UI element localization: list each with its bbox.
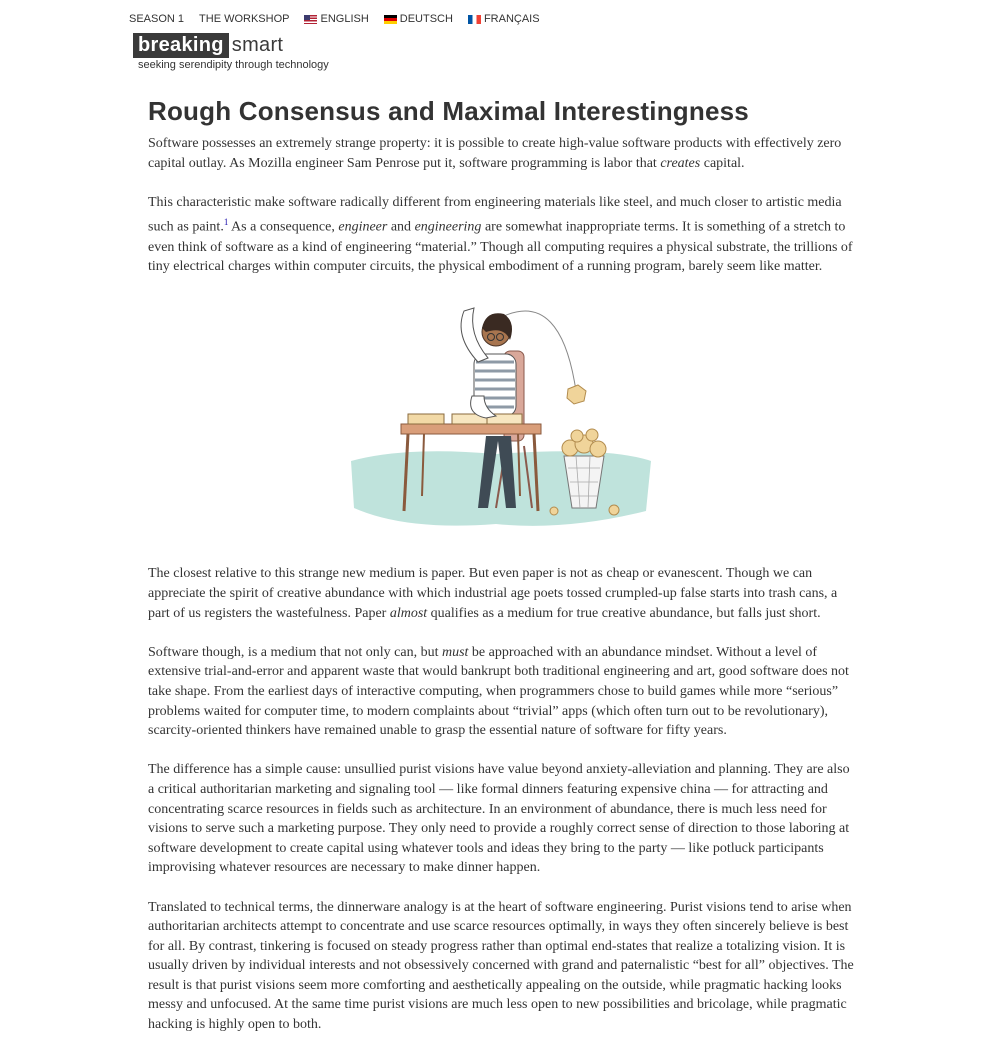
top-nav bbox=[129, 13, 540, 25]
nav-season-1[interactable]: SEASON 1 bbox=[129, 13, 185, 25]
emphasis: engineering bbox=[414, 220, 482, 236]
paragraph-2 bbox=[148, 193, 854, 277]
emphasis: almost bbox=[389, 605, 428, 621]
flag-de-icon bbox=[384, 15, 397, 24]
logo-breaking: breaking bbox=[133, 33, 229, 58]
article-title: Rough Consensus and Maximal Interestingness bbox=[148, 96, 749, 126]
flag-us-icon bbox=[304, 15, 317, 24]
nav-language-deutsch-label: DEUTSCH bbox=[399, 13, 453, 25]
footnote-link-1[interactable]: 1 bbox=[223, 217, 229, 228]
woman-at-desk-illustration bbox=[346, 296, 656, 538]
logo-smart: smart bbox=[231, 34, 284, 56]
emphasis: creates bbox=[660, 155, 701, 171]
emphasis: engineer bbox=[338, 220, 388, 236]
paragraph-3 bbox=[148, 564, 854, 623]
nav-language-deutsch[interactable] bbox=[384, 13, 453, 25]
text-run: are somewhat inappropriate terms. It is something of a stretch to even think of software as a kind of engineering “material.” Though all computing requires a physical substrate, the trillions of tiny electrical charges within computer circuits, the physical embodiment of a running program, barely seem like matter. bbox=[148, 220, 853, 275]
flag-fr-icon bbox=[468, 15, 481, 24]
emphasis: must bbox=[441, 644, 469, 660]
text-run: and bbox=[387, 220, 415, 236]
text-run: be approached with an abundance mindset. Without a level of extensive trial-and-error and apparent waste that would bankrupt both traditional engineering and art, good software does not take shape. From the earliest days of interactive computing, when programmers chose to build games while more “serious” problems waited for computer time, to modern complaints about “trivial” apps (which often turn out to be revolutionary), scarcity-oriented thinkers have remained unable to grasp the essential nature of software for fifty years. bbox=[148, 644, 849, 739]
text-run: capital. bbox=[700, 155, 745, 171]
site-tagline: seeking serendipity through technology bbox=[138, 59, 329, 71]
paragraph-1 bbox=[148, 134, 854, 173]
book-stack bbox=[408, 414, 444, 424]
text-run: As a consequence, bbox=[228, 220, 339, 236]
nav-language-english[interactable] bbox=[304, 13, 368, 25]
paragraph-4 bbox=[148, 643, 854, 741]
article bbox=[148, 94, 854, 1054]
flying-paper-ball bbox=[567, 385, 586, 404]
article-illustration bbox=[148, 296, 854, 538]
text-run: The closest relative to this strange new medium is paper. But even paper is not as cheap or evanescent. Though we can appreciate the spirit of creative abundance with which industrial age poets tossed crumpled-up false starts into trash cans, a part of us registers the wastefulness. Paper bbox=[148, 566, 838, 621]
desk-top bbox=[401, 424, 541, 434]
nav-the-workshop[interactable]: THE WORKSHOP bbox=[199, 13, 290, 25]
text-run: Software possesses an extremely strange property: it is possible to create high-value software products with effectively zero capital outlay. As Mozilla engineer Sam Penrose put it, software programming is labor that bbox=[148, 136, 842, 171]
text-run: Software though, is a medium that not only can, but bbox=[148, 644, 442, 660]
paragraph-5: The difference has a simple cause: unsullied purist visions have value beyond anxiety-alleviation and planning. They are also a critical authoritarian marketing and signaling tool — like formal dinners featuring expensive china — for attracting and concentrating scarce resources in fields such as architecture. In an environment of abundance, there is much less need for visions to serve such a marketing purpose. They only need to provide a roughly correct sense of direction to those laboring at software development to create capital using whatever tools and ideas they bring to the party — like potluck participants improvising whatever resources are necessary to make dinner happen. bbox=[148, 762, 850, 876]
text-run: This characteristic make software radically different from engineering materials like steel, and much closer to artistic media such as paint. bbox=[148, 194, 842, 236]
paragraph-6: Translated to technical terms, the dinnerware analogy is at the heart of software engineering. Purist visions tend to arise when authoritarian architects attempt to concentrate and use scarce resources optimally, in ways they often sincerely believe is best for all. By contrast, tinkering is focused on steady progress rather than optimal end-states that realize a totalizing vision. It is usually driven by individual interests and not obsessively concerned with grand and paternalistic “best for all” objectives. The result is that purist visions seem more comforting and aesthetically appealing on the outside, while pragmatic hacking looks messy and unfocused. At the same time purist visions are much less open to new possibilities and bricolage, while pragmatic hacking is highly open to both. bbox=[148, 899, 854, 1033]
nav-language-english-label: ENGLISH bbox=[320, 13, 369, 25]
text-run: qualifies as a medium for true creative abundance, but falls just short. bbox=[427, 605, 821, 621]
site-logo[interactable] bbox=[133, 33, 283, 58]
nav-language-francais-label: FRANÇAIS bbox=[483, 13, 540, 25]
nav-language-francais[interactable] bbox=[468, 13, 540, 25]
